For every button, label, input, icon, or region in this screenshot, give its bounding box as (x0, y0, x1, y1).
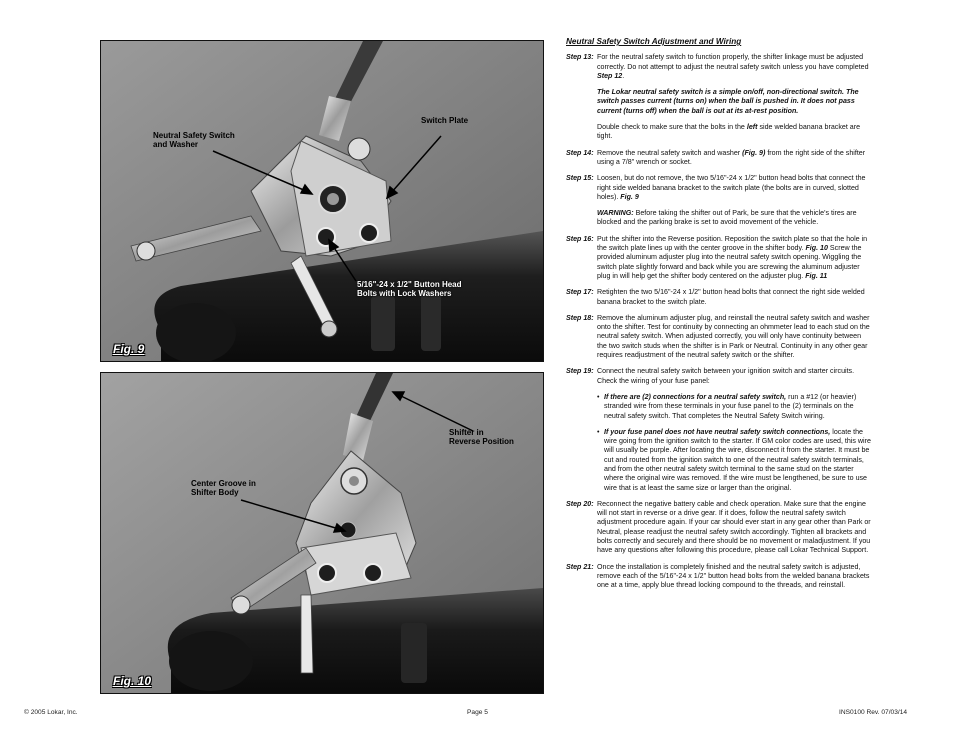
figure-9-illustration (101, 41, 543, 361)
step-13-double-check (597, 123, 872, 142)
step-18-label: Step 18: (566, 313, 594, 322)
step-15-a: Loosen, but do not remove, the two 5/16"-24 x 1/2" button head bolts that connect the right side welded banana bracket to the switch plate (the bolts are in curved, slotted holes). (597, 174, 866, 201)
step-14-label: Step 14: (566, 148, 594, 157)
step-13-text-a: For the neutral safety switch to function properly, the shifter linkage must be adjusted correctly. Do not attempt to adjust the neutral safety switch unless you have completed (597, 53, 869, 71)
step-14-ref: (Fig. 9) (742, 148, 766, 157)
step-15-text (597, 174, 872, 202)
callout-shifter-reverse (449, 428, 514, 446)
step-16-a: Put the shifter into the Reverse position. Reposition the switch plate so that the hole in the switch plate lines up with the center groove in the shifter body. (597, 234, 868, 253)
callout-shifter-line2: Reverse Position (449, 437, 514, 446)
step-14 (566, 149, 872, 168)
figure-10-label: Fig. 10 (113, 674, 152, 688)
callout-switch-washer (153, 131, 235, 149)
step-15 (566, 174, 872, 227)
step-19-bullet-2 (597, 428, 872, 493)
footer-page-number: Page 5 (467, 709, 488, 716)
step-16-label: Step 16: (566, 234, 594, 243)
callout-bolts (357, 280, 462, 298)
callout-center-groove (191, 479, 256, 497)
step-20 (566, 500, 872, 556)
step-13-p2-b: side welded banana bracket are tight. (597, 123, 861, 141)
callout-bolts-line1: 5/16"-24 x 1/2" Button Head (357, 280, 462, 289)
callout-switch-washer-line2: and Washer (153, 140, 199, 149)
step-17 (566, 288, 872, 307)
step-21 (566, 563, 872, 591)
step-16-ref2: Fig. 11 (805, 271, 828, 280)
step-13-label: Step 13: (566, 53, 594, 62)
step-13-p2-em: left (746, 123, 758, 132)
warning-text: Before taking the shifter out of Park, be sure that the vehicle's tires are blocked and the parking brake is set to avoid movement of the vehicle. (597, 209, 857, 227)
step-13-text (597, 53, 872, 81)
step-13 (566, 53, 872, 141)
instructions-column (566, 37, 872, 598)
step-21-text: Once the installation is completely finished and the neutral safety switch is adjusted, remove each of the 5/16"-24 x 1/2" button head bolts from the welded banana brackets one at a time, apply blue thread locking compound to the threads, and reinstall. (597, 562, 870, 590)
step-20-label: Step 20: (566, 499, 594, 508)
footer-doc-revision: INS0100 Rev. 07/03/14 (839, 709, 908, 716)
step-18-text: Remove the aluminum adjuster plug, and reinstall the neutral safety switch and washer onto the shifter. Test for continuity by connecting an ohmmeter lead to each stud on the neutral safety switch. When adjusted correctly, you will only have continuity between the two switch studs when the shifter is in Park or Neutral. Continuity in any other gear requires readjustment of the neutral safety switch or the shifter. (597, 313, 870, 360)
bullet-2-em: If your fuse panel does not have neutral safety switch connections, (604, 427, 831, 436)
footer-copyright: © 2005 Lokar, Inc. (24, 709, 78, 716)
callout-bolts-line2: Bolts with Lock Washers (357, 289, 452, 298)
figure-10-photo (100, 372, 544, 694)
callout-switch-plate: Switch Plate (421, 116, 469, 125)
step-17-label: Step 17: (566, 288, 594, 297)
bullet-2-text: locate the wire going from the ignition switch to the starter. If GM color codes are used, this wire will usually be purple. After locating the wire, disconnect it from the starter. It must be cut and routed from the ignition switch to one of the neutral safety switch terminals, and from the other neutral safety switch terminal to the same stud on the starter where the original wire was removed. If the wire must be lengthened, be sure to use wire that is at least the same size or larger than the original. (604, 427, 871, 492)
callout-shifter-line1: Shifter in (449, 428, 484, 437)
step-19-label: Step 19: (566, 367, 594, 376)
step-17-text: Retighten the two 5/16"-24 x 1/2" button head bolts that connect the right side welded banana bracket to the switch plate. (597, 288, 865, 306)
step-14-a: Remove the neutral safety switch and washer (597, 148, 743, 157)
step-18 (566, 314, 872, 360)
step-16-text (597, 235, 872, 281)
step-13-note: The Lokar neutral safety switch is a simple on/off, non-directional switch. The switch passes current (turns on) when the ball is pushed in. It does not pass current (turns off) when the ball is out at its at-rest position. (597, 88, 859, 115)
callout-switch-washer-line1: Neutral Safety Switch (153, 131, 235, 140)
callout-groove-line1: Center Groove in (191, 479, 256, 488)
step-19 (566, 367, 872, 493)
figure-10-illustration (101, 373, 543, 693)
step-15-ref: Fig. 9 (620, 192, 639, 201)
step-13-text-end: . (622, 71, 625, 80)
step-20-text: Reconnect the negative battery cable and check operation. Make sure that the engine will not start in reverse or a drive gear. If it does, follow the neutral safety switch adjustment procedure again. If your car should ever start in any gear other than Park or Neutral, please readjust the neutral safety switch accordingly. Tighten all brackets and bolts correctly and securely and there should be no movement or maladjustment. If you have any questions after following this procedure, please call Lokar Technical Support. (597, 499, 871, 555)
step-21-label: Step 21: (566, 562, 594, 571)
bullet-1-text: run a #12 (or heavier) stranded wire from these terminals in your fuse panel to the (2) terminals on the neutral safety switch. That completes the Neutral Safety Switch wiring. (604, 392, 857, 420)
bullet-1-em: If there are (2) connections for a neutral safety switch, (604, 392, 787, 401)
step-15-warning (597, 209, 872, 228)
step-16-ref: Fig. 10 (805, 244, 828, 253)
warning-label: WARNING: (597, 209, 634, 218)
step-19-bullet-1 (597, 393, 872, 421)
step-16-b: Screw the provided aluminum adjuster plug into the neutral safety switch opening. Wiggling the switch plate slightly forward and back while you are screwing the aluminum adjuster plug in will help get the shifter body centered on the adjuster plug. (597, 244, 862, 280)
step-13-ref: Step 12 (597, 71, 623, 80)
step-15-label: Step 15: (566, 174, 594, 183)
figure-9-photo (100, 40, 544, 362)
section-title: Neutral Safety Switch Adjustment and Wiring (566, 37, 742, 46)
step-16 (566, 235, 872, 281)
step-13-p2-a: Double check to make sure that the bolts in the (597, 123, 747, 132)
step-14-b: from the right side of the shifter using a 7/8" wrench or socket. (597, 148, 866, 166)
step-14-text (597, 149, 872, 168)
callout-groove-line2: Shifter Body (191, 488, 239, 497)
step-19-text: Connect the neutral safety switch between your ignition switch and starter circuits. Check the wiring of your fuse panel: (597, 367, 855, 385)
figure-9-label: Fig. 9 (113, 342, 145, 356)
